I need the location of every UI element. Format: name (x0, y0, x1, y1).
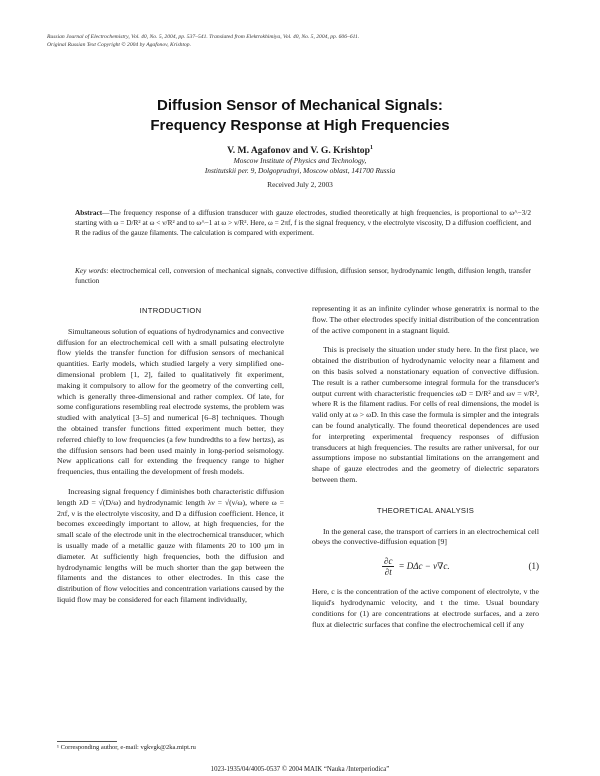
intro-paragraph-4: This is precisely the situation under study here. In the first place, we obtained the distribution of hydrodynamic velocity near a filament and on this basis solved a nonstationary equation of convective diffusion. The result is a rather cumbersome integral formula for the transducer's output current with characteristic frequencies ωD = D/R² and ων = ν/R², where R is the filament radius. For cells of real dimensions, the model is valid only at ω > ωD. In this case the formula is simpler and the integrals can be found analytically. The found theoretical dependences are used for interpreting experimental frequency responses of diffusion transducers at high frequencies. The results are rather universal, for our assumptions impose no substantial limitations on the arrangement and shape of gauze electrodes and the geometry of dielectric separators between them. (312, 345, 539, 484)
header-citation: Russian Journal of Electrochemistry, Vol. 40, No. 5, 2004, pp. 537–541. Translated from Elektrokhimiya, Vol. 40, No. 5, 2004, pp. 606–611. (47, 34, 360, 40)
paper-title (0, 96, 600, 136)
title-line-2: Frequency Response at High Frequencies (150, 117, 450, 134)
keywords-label: Key words (75, 266, 107, 275)
theory-paragraph-2: Here, c is the concentration of the active component of electrolyte, v the liquid's hydrodynamic velocity, and t the time. Usual boundary conditions for (1) are concentrations at electrode surfaces, and a zero flux at dielectric surfaces that confine the electrochemical cell if any (312, 587, 539, 629)
affiliation-line-1: Moscow Institute of Physics and Technology, (233, 156, 367, 165)
authors (0, 142, 600, 157)
footnote-divider (57, 741, 117, 742)
affiliation (0, 156, 600, 176)
header-copyright: Original Russian Text Copyright © 2004 by Agafonov, Krishtop. (47, 42, 191, 48)
journal-header (47, 33, 567, 49)
equation-derivative (382, 556, 394, 577)
equation-numerator: ∂c (384, 556, 393, 567)
equation-denominator: ∂t (384, 567, 392, 578)
theory-paragraph-1: In the general case, the transport of carriers in an electrochemical cell obeys the convective-diffusion equation [9] (312, 526, 539, 547)
affiliation-line-2: Institutskii per. 9, Dolgoprudnyi, Moscow oblast, 141700 Russia (204, 166, 396, 175)
intro-paragraph-1: Simultaneous solution of equations of hydrodynamics and convective diffusion for an electrochemical cell with a small pulsating electrolyte flow yields the transfer function for diffusion sensors of mechanical quantities. Early models, which studied largely a very simplified one-dimensional problem [1, 2], failed to qualitatively fit experiment, making it compulsory to allow for the geometry of the converting cell, which is generally three-dimensional and rather complex. Of late, for some configurations resembling real electrode systems, the problem was studied with analytical [3–5] and numerical [6–8] techniques. Though the obtained transfer functions fitted experiment much better, they referred chiefly to low frequencies (a few hundredths to a few hertzs), as the diffusion sensors had been used mainly in long-period seismology. New applications call for extending the frequency range to higher frequencies, thus entailing the development of fresh models. (57, 326, 284, 477)
title-line-1: Diffusion Sensor of Mechanical Signals: (157, 97, 443, 114)
intro-paragraph-2: Increasing signal frequency f diminishes both characteristic diffusion length λD = √(D/ω) and hydrodynamic length λν = √(ν/ω), where ω = 2πf, ν is the electrolyte viscosity, and D a diffusion coefficient. Hence, it becomes exceedingly important to allow, at high frequencies, for the small scale of the electrode unit in the electrochemical transducer, which is usually made of a metallic gauze with filaments 20 to 100 μm in diameter. At sufficiently high frequencies, both the diffusion and hydrodynamic lengths will be much shorter than the gap between the filaments and the distances to other electrodes. In this case the distribution of flow velocities and concentration variations caused by the liquid flow may be considered for each filament individually, (57, 486, 284, 604)
keywords-text: : electrochemical cell, conversion of mechanical signals, convective diffusion, diffusion sensor, hydrodynamic length, diffusion length, transfer function (75, 266, 531, 286)
right-column (312, 304, 539, 630)
equation-rhs: = DΔc − v∇c. (398, 561, 450, 572)
left-column (57, 304, 284, 606)
author-names: V. M. Agafonov and V. G. Krishtop (227, 145, 370, 157)
abstract (75, 208, 531, 238)
abstract-text: —The frequency response of a diffusion transducer with gauze electrodes, studied theoretically at high frequencies, is proportional to ω^−3/2 starting with ω = D/R² at ω < ν/R² and to ω^−1 at ω > ν/R². Here, ω = 2πf, f is the signal frequency, ν the electrolyte viscosity, D a diffusion coefficient, and R the radius of the gauze filaments. The calculation is compared with experiment. (75, 208, 531, 238)
section-heading-theoretical-analysis: THEORETICAL ANALYSIS (376, 505, 475, 515)
received-date: Received July 2, 2003 (267, 180, 333, 189)
section-heading-introduction: INTRODUCTION (139, 306, 202, 315)
footnote: ¹ Corresponding author, e-mail: vgkvgk@2ka.mipt.ru (57, 744, 196, 751)
abstract-label: Abstract (75, 208, 103, 217)
page-footer: 1023-1935/04/4005-0537 © 2004 MAIK “Nauka /Interperiodica” (210, 766, 390, 773)
intro-paragraph-3: representing it as an infinite cylinder whose generatrix is normal to the flow. The other electrodes specify initial distribution of the concentration of the active component in a stagnant liquid. (312, 304, 539, 335)
equation-number: (1) (528, 561, 539, 572)
author-footnote-mark: 1 (369, 145, 373, 151)
keywords (75, 266, 531, 286)
equation-1 (312, 556, 539, 577)
